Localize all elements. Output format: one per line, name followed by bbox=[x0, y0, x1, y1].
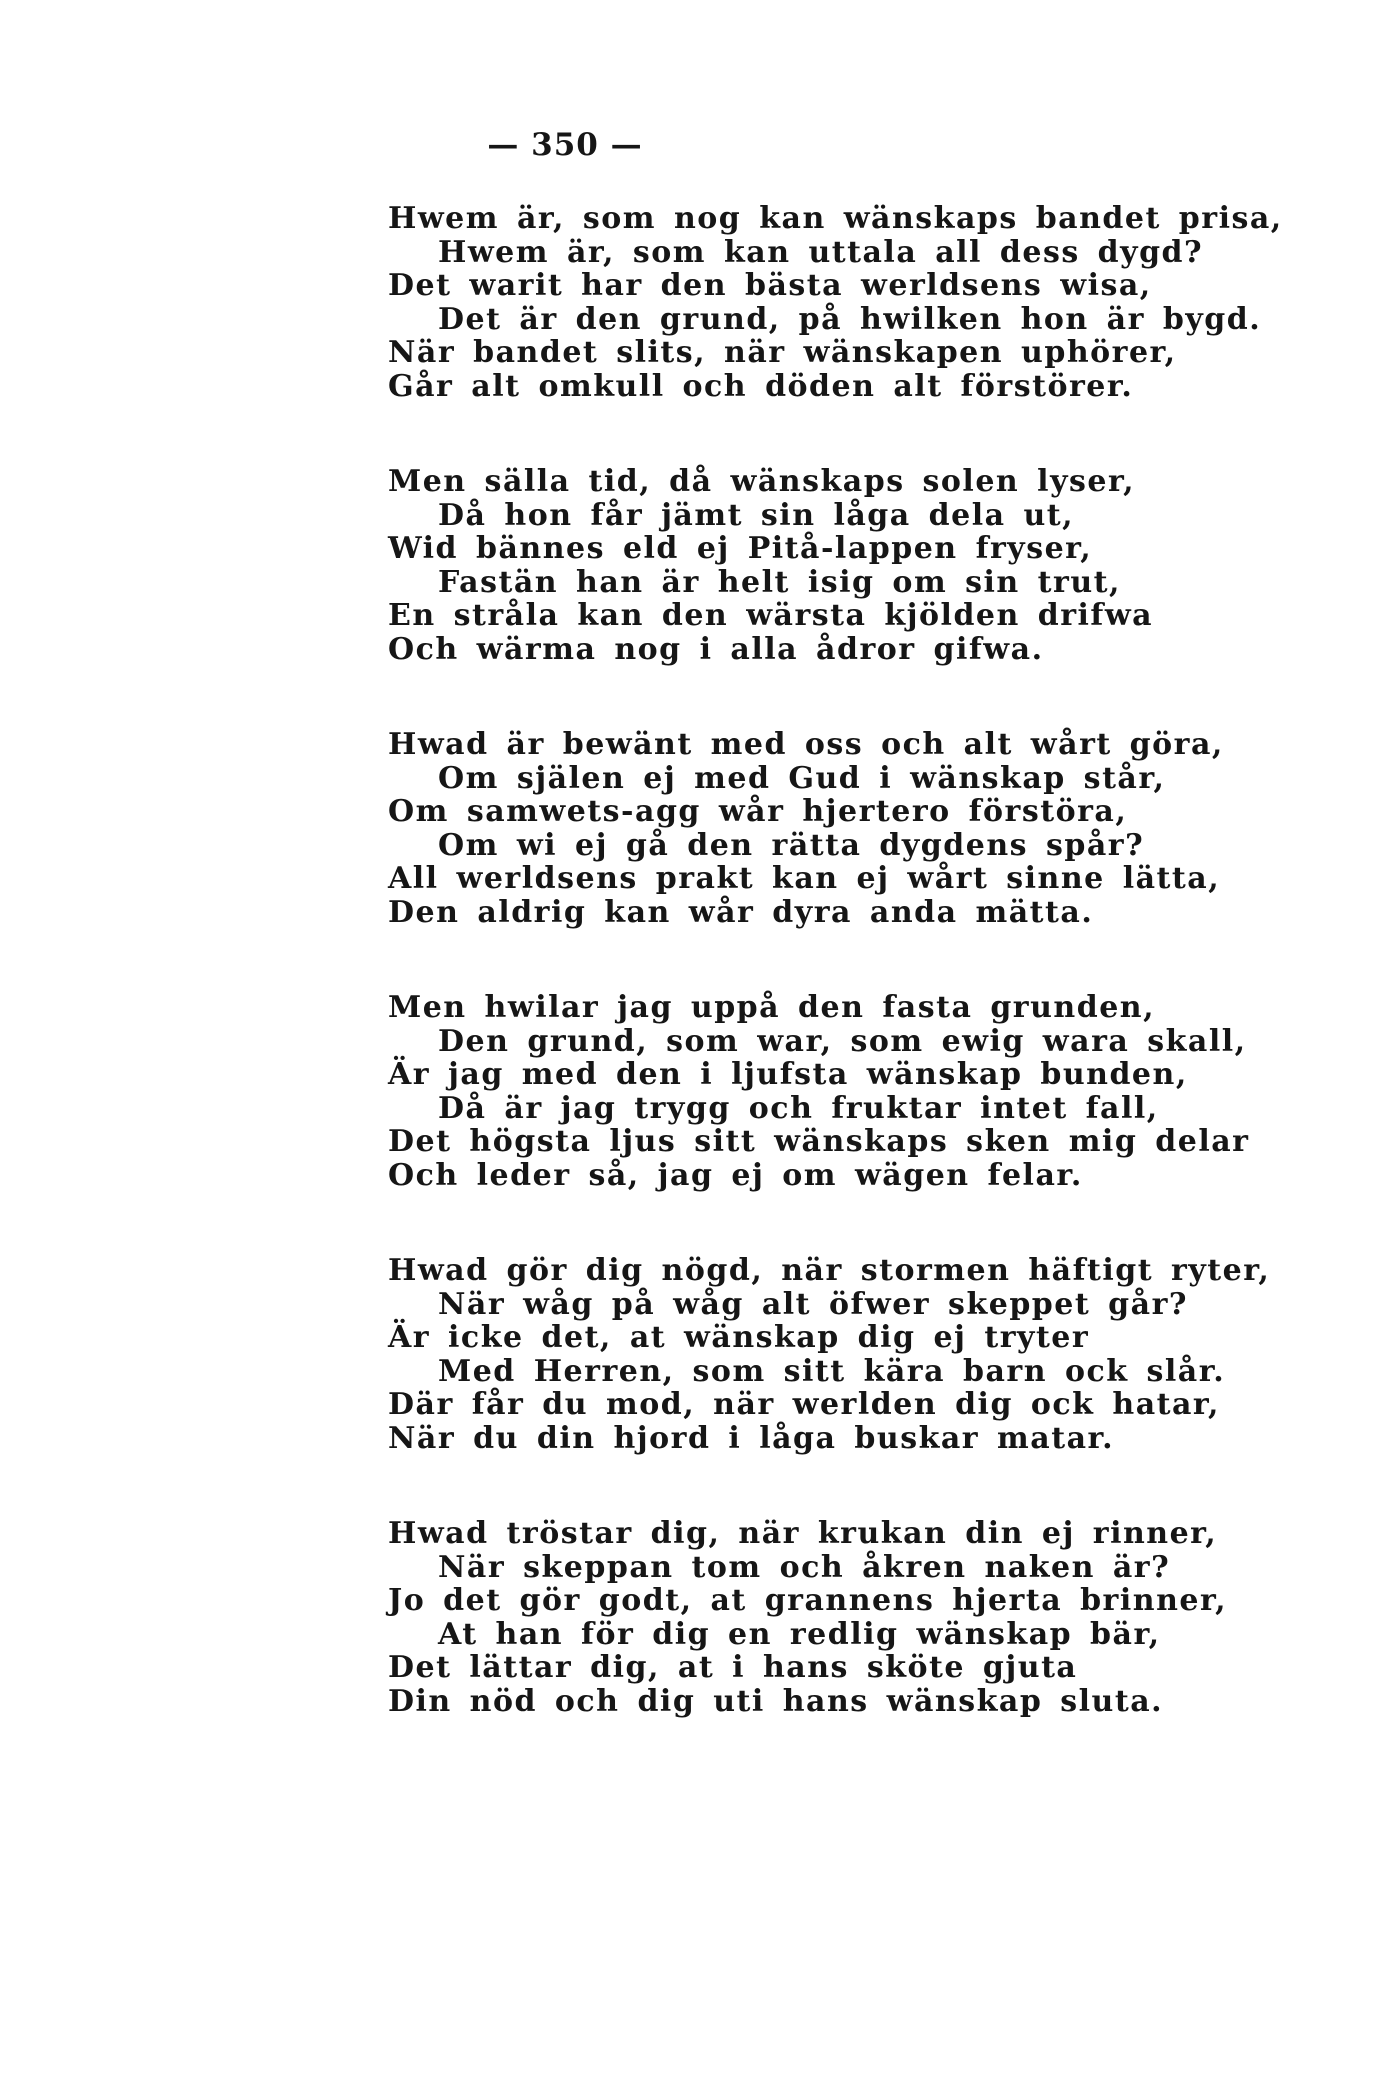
poem-line: När skeppan tom och åkren naken är? bbox=[438, 1549, 1171, 1585]
poem-line: Går alt omkull och döden alt förstörer. bbox=[388, 368, 1134, 404]
poem-line: Då hon får jämt sin låga dela ut, bbox=[438, 497, 1075, 533]
poem-line: Det högsta ljus sitt wänskaps sken mig delar bbox=[388, 1124, 1250, 1159]
poem-line: Din nöd och dig uti hans wänskap sluta. bbox=[388, 1683, 1164, 1719]
stanza bbox=[388, 202, 1318, 403]
poem-line: Där får du mod, när werlden dig ock hatar, bbox=[388, 1387, 1220, 1422]
poem-line: Det är den grund, på hwilken hon är bygd. bbox=[438, 301, 1262, 337]
stanza bbox=[388, 728, 1318, 929]
poem-line: Den grund, som war, som ewig wara skall, bbox=[438, 1023, 1247, 1059]
poem-line: Om samwets-agg wår hjertero förstöra, bbox=[388, 794, 1128, 829]
poem-line: Hwem är, som nog kan wänskaps bandet prisa, bbox=[388, 201, 1283, 236]
poem-line: Det lättar dig, at i hans sköte gjuta bbox=[388, 1650, 1078, 1685]
poem-line: Men hwilar jag uppå den fasta grunden, bbox=[388, 990, 1156, 1025]
poem-line: När bandet slits, när wänskapen uphörer, bbox=[388, 335, 1177, 370]
poem-line: Om wi ej gå den rätta dygdens spår? bbox=[438, 827, 1145, 863]
poem-line: Är icke det, at wänskap dig ej tryter bbox=[388, 1320, 1090, 1355]
poem-line: När du din hjord i låga buskar matar. bbox=[388, 1420, 1115, 1456]
poem-line: Wid bännes eld ej Pitå-lappen fryser, bbox=[388, 531, 1093, 566]
poem-line: Hwad är bewänt med oss och alt wårt göra, bbox=[388, 727, 1224, 762]
poem-line: Hwad gör dig nögd, när stormen häftigt ryter, bbox=[388, 1253, 1271, 1288]
poem-line: Och leder så, jag ej om wägen felar. bbox=[388, 1157, 1083, 1193]
poem-line: Det warit har den bästa werldsens wisa, bbox=[388, 268, 1152, 303]
poem-line: Den aldrig kan wår dyra anda mätta. bbox=[388, 894, 1094, 930]
poem-line: Fastän han är helt isig om sin trut, bbox=[438, 564, 1121, 600]
page-number: — 350 — bbox=[487, 127, 643, 163]
poem-line: Jo det gör godt, at grannens hjerta brinner, bbox=[388, 1583, 1228, 1618]
poem-line: Om själen ej med Gud i wänskap står, bbox=[438, 760, 1166, 796]
poem-line: Och wärma nog i alla ådror gifwa. bbox=[388, 631, 1044, 667]
poem-line: Men sälla tid, då wänskaps solen lyser, bbox=[388, 464, 1136, 499]
stanza bbox=[388, 1517, 1318, 1718]
stanza bbox=[388, 991, 1318, 1192]
poem bbox=[388, 202, 1318, 1780]
poem-line: Med Herren, som sitt kära barn ock slår. bbox=[438, 1353, 1226, 1389]
poem-line: Är jag med den i ljufsta wänskap bunden, bbox=[388, 1057, 1188, 1092]
poem-line: Hwad tröstar dig, när krukan din ej rinner, bbox=[388, 1516, 1218, 1551]
poem-line: At han för dig en redlig wänskap bär, bbox=[438, 1616, 1161, 1652]
poem-line: All werldsens prakt kan ej wårt sinne lätta, bbox=[388, 861, 1221, 896]
stanza bbox=[388, 465, 1318, 666]
poem-line: En stråla kan den wärsta kjölden drifwa bbox=[388, 598, 1154, 633]
poem-line: Då är jag trygg och fruktar intet fall, bbox=[438, 1090, 1159, 1126]
poem-line: När wåg på wåg alt öfwer skeppet går? bbox=[438, 1286, 1188, 1322]
stanza bbox=[388, 1254, 1318, 1455]
poem-line: Hwem är, som kan uttala all dess dygd? bbox=[438, 234, 1204, 270]
